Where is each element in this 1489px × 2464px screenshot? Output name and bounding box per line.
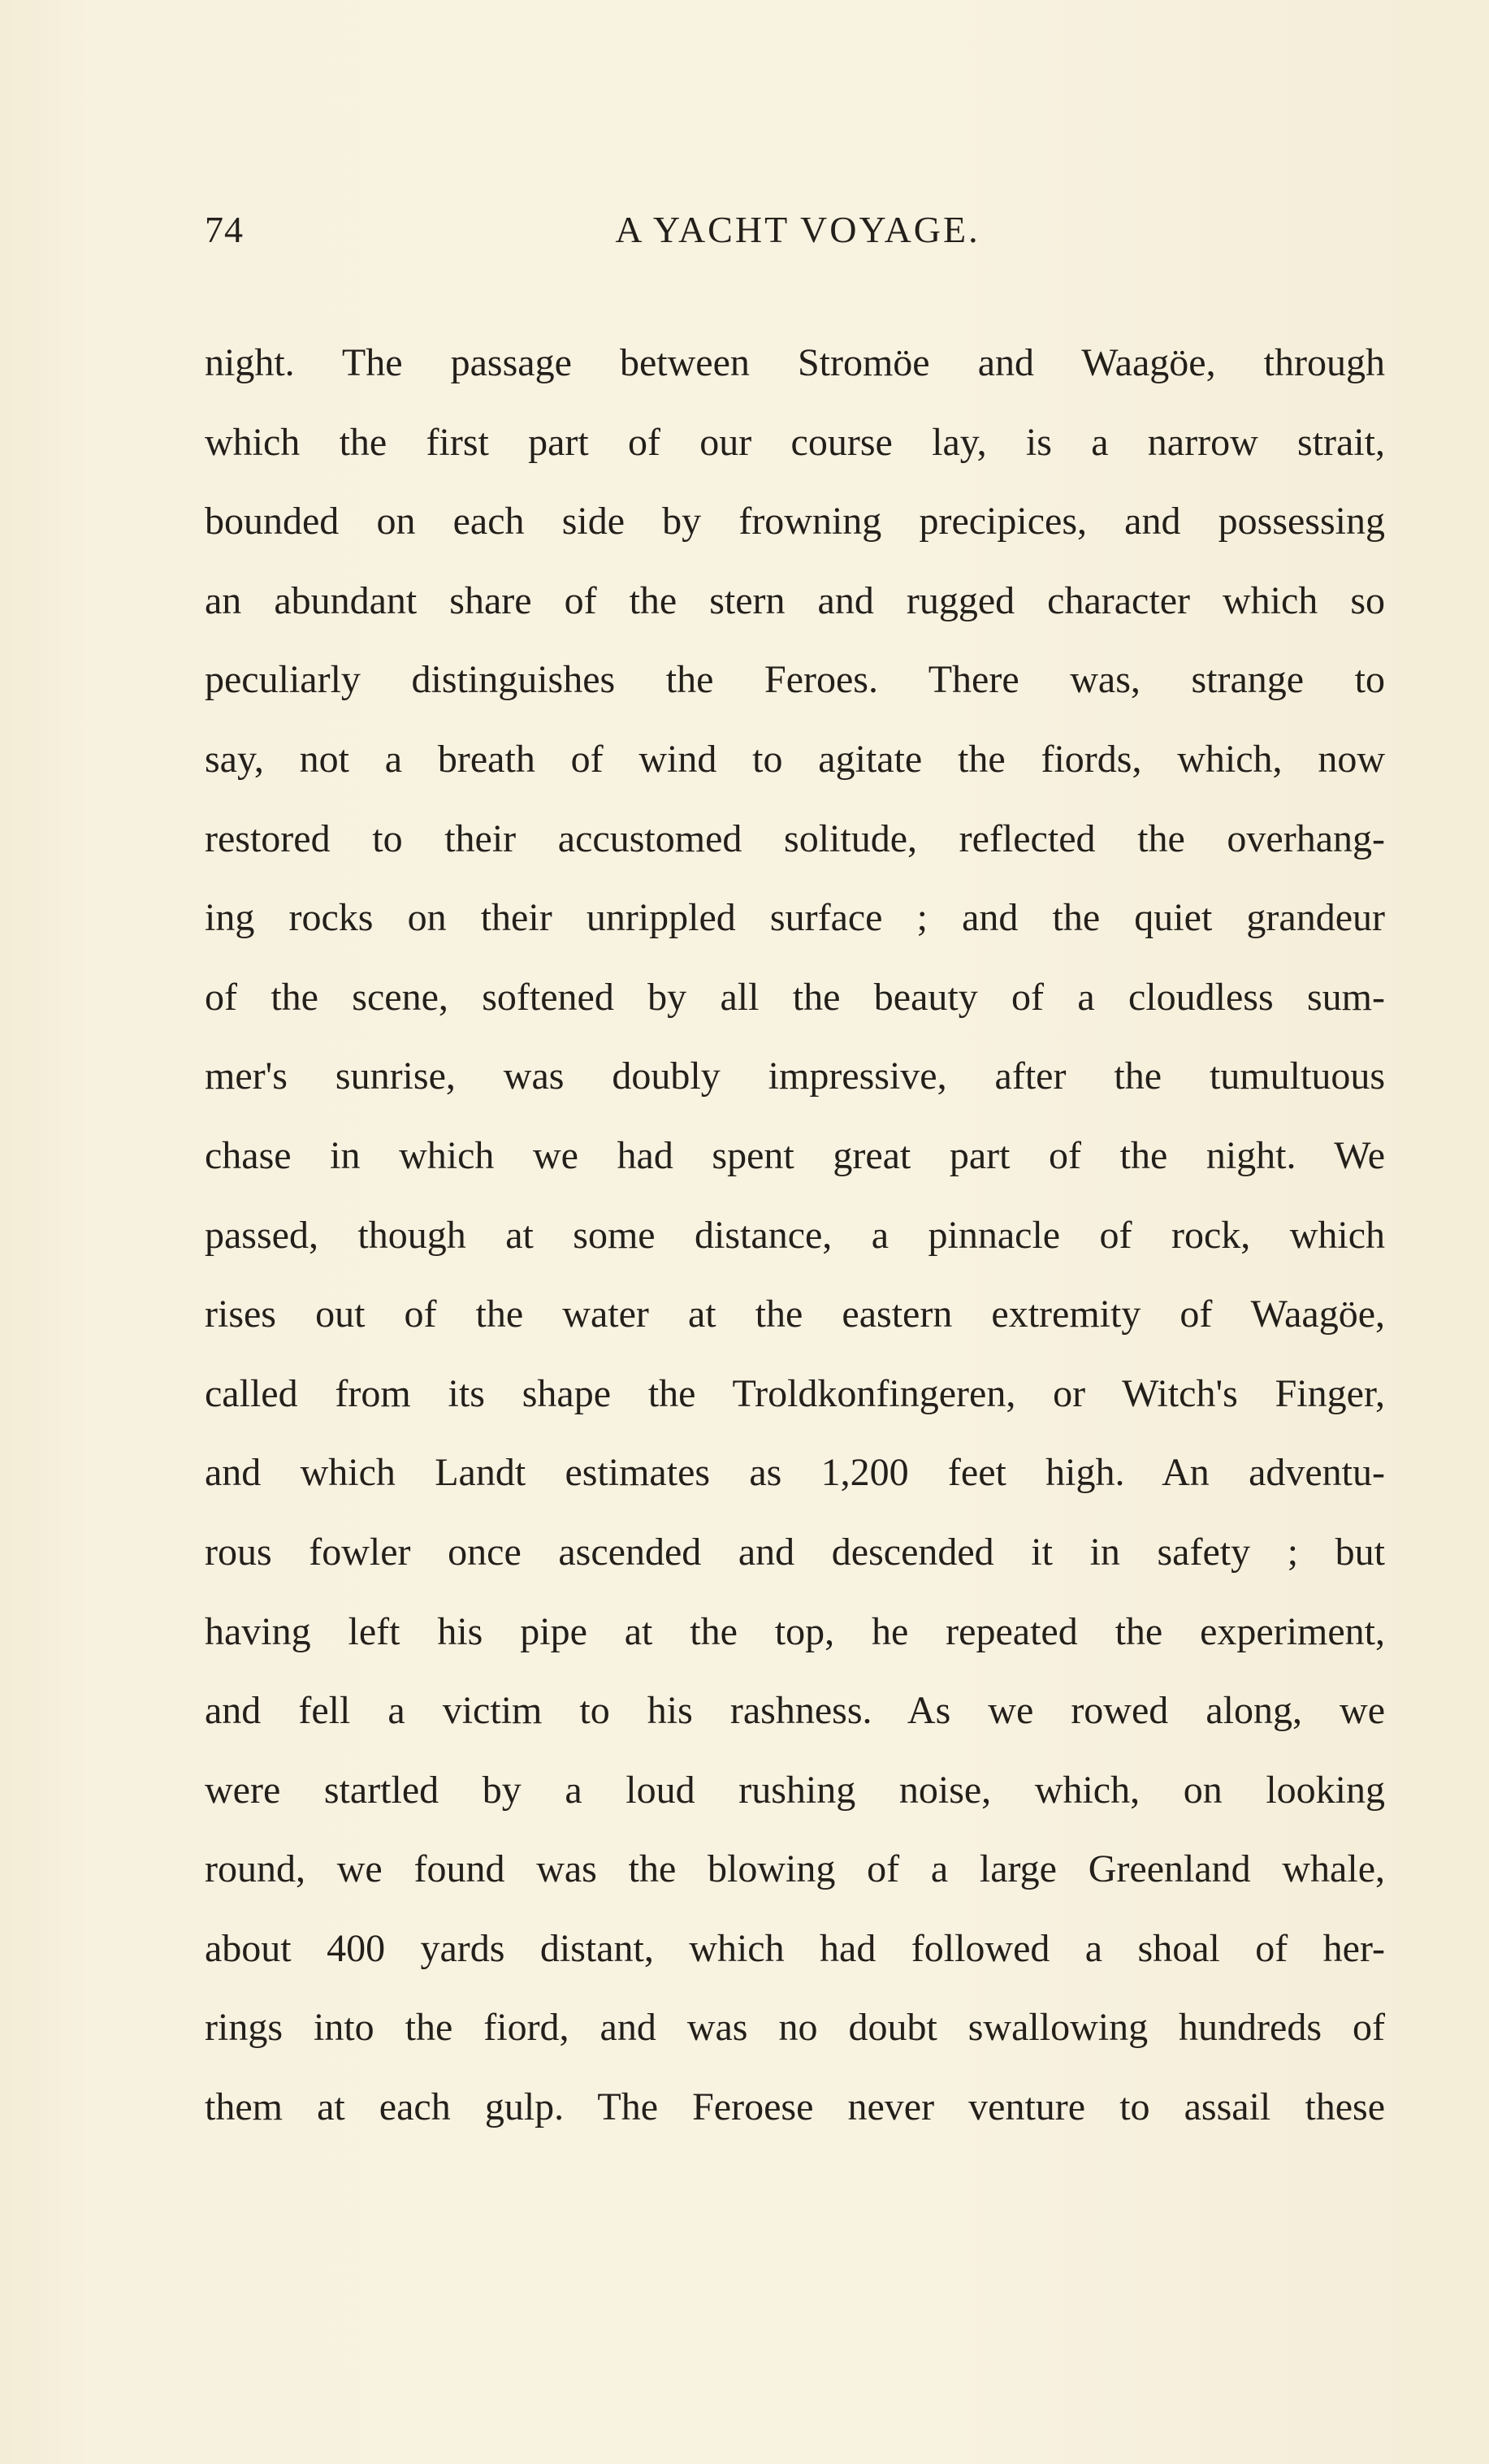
- text-line: rous fowler once ascended and descended it in safety ; but: [205, 1530, 1385, 1574]
- text-line: passed, though at some distance, a pinnacle of rock, which: [205, 1213, 1385, 1257]
- text-line: restored to their accustomed solitude, reflected the overhang-: [205, 816, 1385, 860]
- text-line: an abundant share of the stern and rugged character which so: [205, 578, 1385, 622]
- text-line: were startled by a loud rushing noise, which, on looking: [205, 1768, 1385, 1812]
- text-line: bounded on each side by frowning precipices, and possessing: [205, 500, 1385, 543]
- text-line: called from its shape the Troldkonfingeren, or Witch's Finger,: [205, 1371, 1385, 1415]
- text-line: round, we found was the blowing of a large Greenland whale,: [205, 1847, 1385, 1891]
- text-line: and fell a victim to his rashness. As we rowed along, we: [205, 1689, 1385, 1733]
- running-head: [205, 201, 1385, 258]
- text-line: night. The passage between Stromöe and Waagöe, through: [205, 341, 1385, 384]
- text-line: which the first part of our course lay, is a narrow strait,: [205, 420, 1385, 464]
- body-text: [205, 323, 1385, 2147]
- running-title: A YACHT VOYAGE.: [615, 209, 980, 250]
- page-number: 74: [205, 209, 244, 250]
- text-line: chase in which we had spent great part of the night. We: [205, 1133, 1385, 1177]
- text-line: them at each gulp. The Feroese never venture to assail these: [205, 2085, 1385, 2129]
- text-line: say, not a breath of wind to agitate the fiords, which, now: [205, 737, 1385, 781]
- text-line: of the scene, softened by all the beauty of a cloudless sum-: [205, 975, 1385, 1019]
- text-line: about 400 yards distant, which had followed a shoal of her-: [205, 1926, 1385, 1970]
- text-line: rises out of the water at the eastern extremity of Waagöe,: [205, 1293, 1385, 1336]
- text-line: mer's sunrise, was doubly impressive, after the tumultuous: [205, 1054, 1385, 1098]
- text-line: ing rocks on their unrippled surface ; and the quiet grandeur: [205, 896, 1385, 940]
- text-line: rings into the fiord, and was no doubt swallowing hundreds of: [205, 2006, 1385, 2050]
- text-line: and which Landt estimates as 1,200 feet high. An adventu-: [205, 1451, 1385, 1495]
- text-line: having left his pipe at the top, he repeated the experiment,: [205, 1609, 1385, 1653]
- text-line: peculiarly distinguishes the Feroes. There was, strange to: [205, 658, 1385, 702]
